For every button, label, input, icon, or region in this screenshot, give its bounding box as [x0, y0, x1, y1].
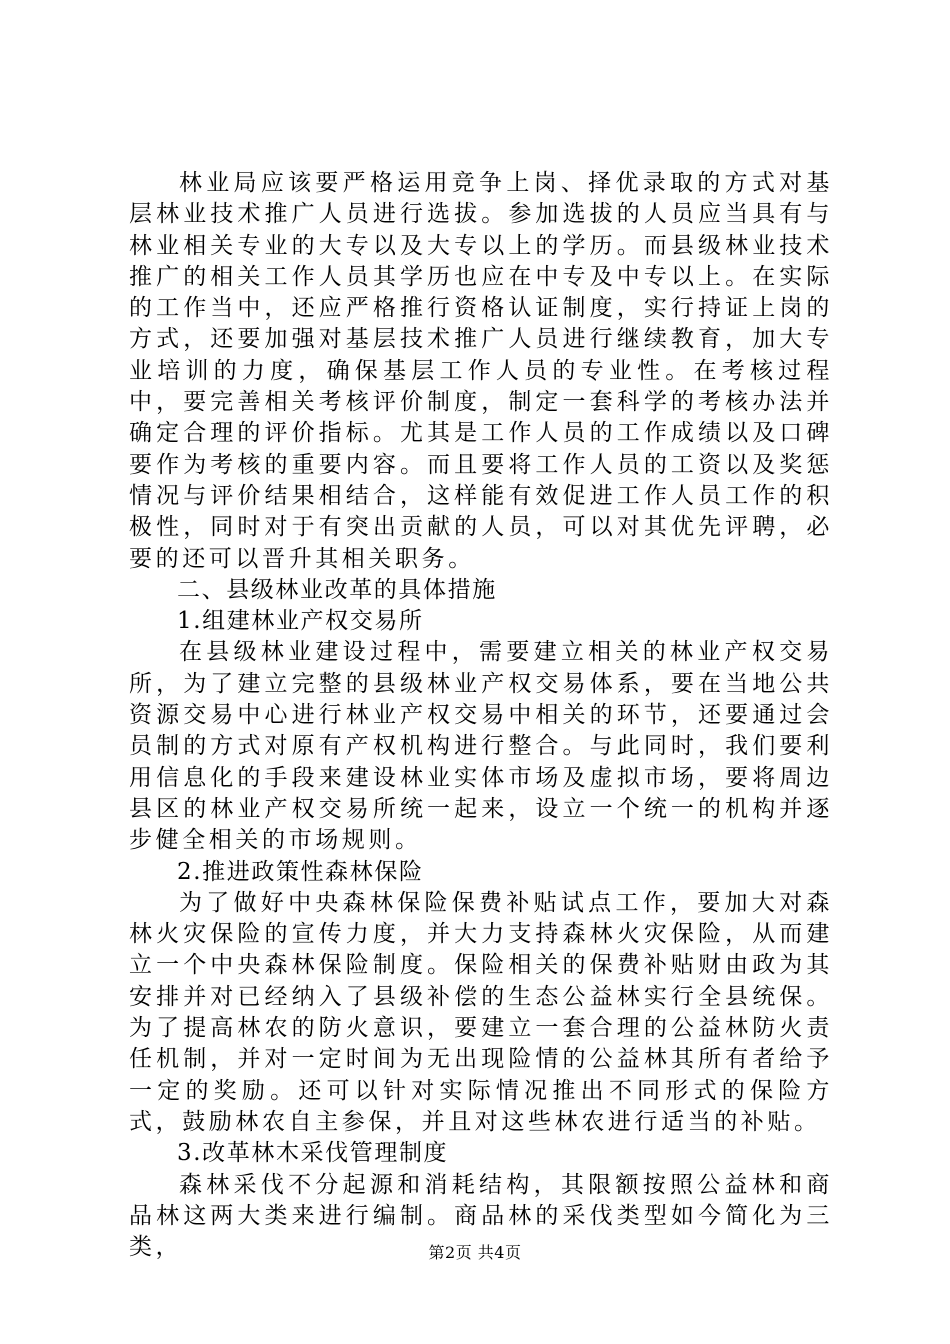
paragraph-personnel-selection: 林业局应该要严格运用竞争上岗、择优录取的方式对基层林业技术推广人员进行选拔。参加选拔的人员应当具有与林业相关专业的大专以及大专以上的学历。而县级林业技术推广的相关工作人员其学历也应在中专及中专以上。在实际的工作当中，还应严格推行资格认证制度，实行持证上岗的方式，还要加强对基层技术推广人员进行继续教育，加大专业培训的力度，确保基层工作人员的专业性。在考核过程中，要完善相关考核评价制度，制定一套科学的考核办法并确定合理的评价指标。尤其是工作人员的工作成绩以及口碑要作为考核的重要内容。而且要将工作人员的工资以及奖惩情况与评价结果相结合，这样能有效促进工作人员工作的积极性，同时对于有突出贡献的人员，可以对其优先评聘，必要的还可以晋升其相关职务。 [129, 170, 833, 572]
paragraph-forest-insurance: 为了做好中央森林保险保费补贴试点工作，要加大对森林火灾保险的宣传力度，并大力支持森林火灾保险，从而建立一个中央森林保险制度。保险相关的保费补贴财由政为其安排并对已经纳入了县级补偿的生态公益林实行全县统保。为了提高林农的防火意识，要建立一套合理的公益林防火责任机制，并对一定时间为无出现险情的公益林其所有者给予一定的奖励。还可以针对实际情况推出不同形式的保险方式，鼓励林农自主参保，并且对这些林农进行适当的补贴。 [129, 889, 833, 1135]
paragraph-logging-management: 森林采伐不分起源和消耗结构，其限额按照公益林和商品林这两大类来进行编制。商品林的采伐类型如今简化为三类， [129, 1171, 833, 1261]
subheading-forest-insurance: 2.推进政策性森林保险 [177, 858, 424, 885]
subheading-property-exchange: 1.组建林业产权交易所 [177, 608, 424, 635]
section-heading-reform-measures: 二、县级林业改革的具体措施 [177, 576, 497, 603]
subheading-logging-management: 3.改革林木采伐管理制度 [177, 1140, 449, 1167]
page-number-footer: 第2页 共4页 [428, 1243, 522, 1262]
paragraph-property-exchange: 在县级林业建设过程中，需要建立相关的林业产权交易所，为了建立完整的县级林业产权交易体系，要在当地公共资源交易中心进行林业产权交易中相关的环节，还要通过会员制的方式对原有产权机构进行整合。与此同时，我们要利用信息化的手段来建设林业实体市场及虚拟市场，要将周边县区的林业产权交易所统一起来，设立一个统一的机构并逐步健全相关的市场规则。 [129, 639, 833, 854]
document-body [129, 168, 833, 1263]
